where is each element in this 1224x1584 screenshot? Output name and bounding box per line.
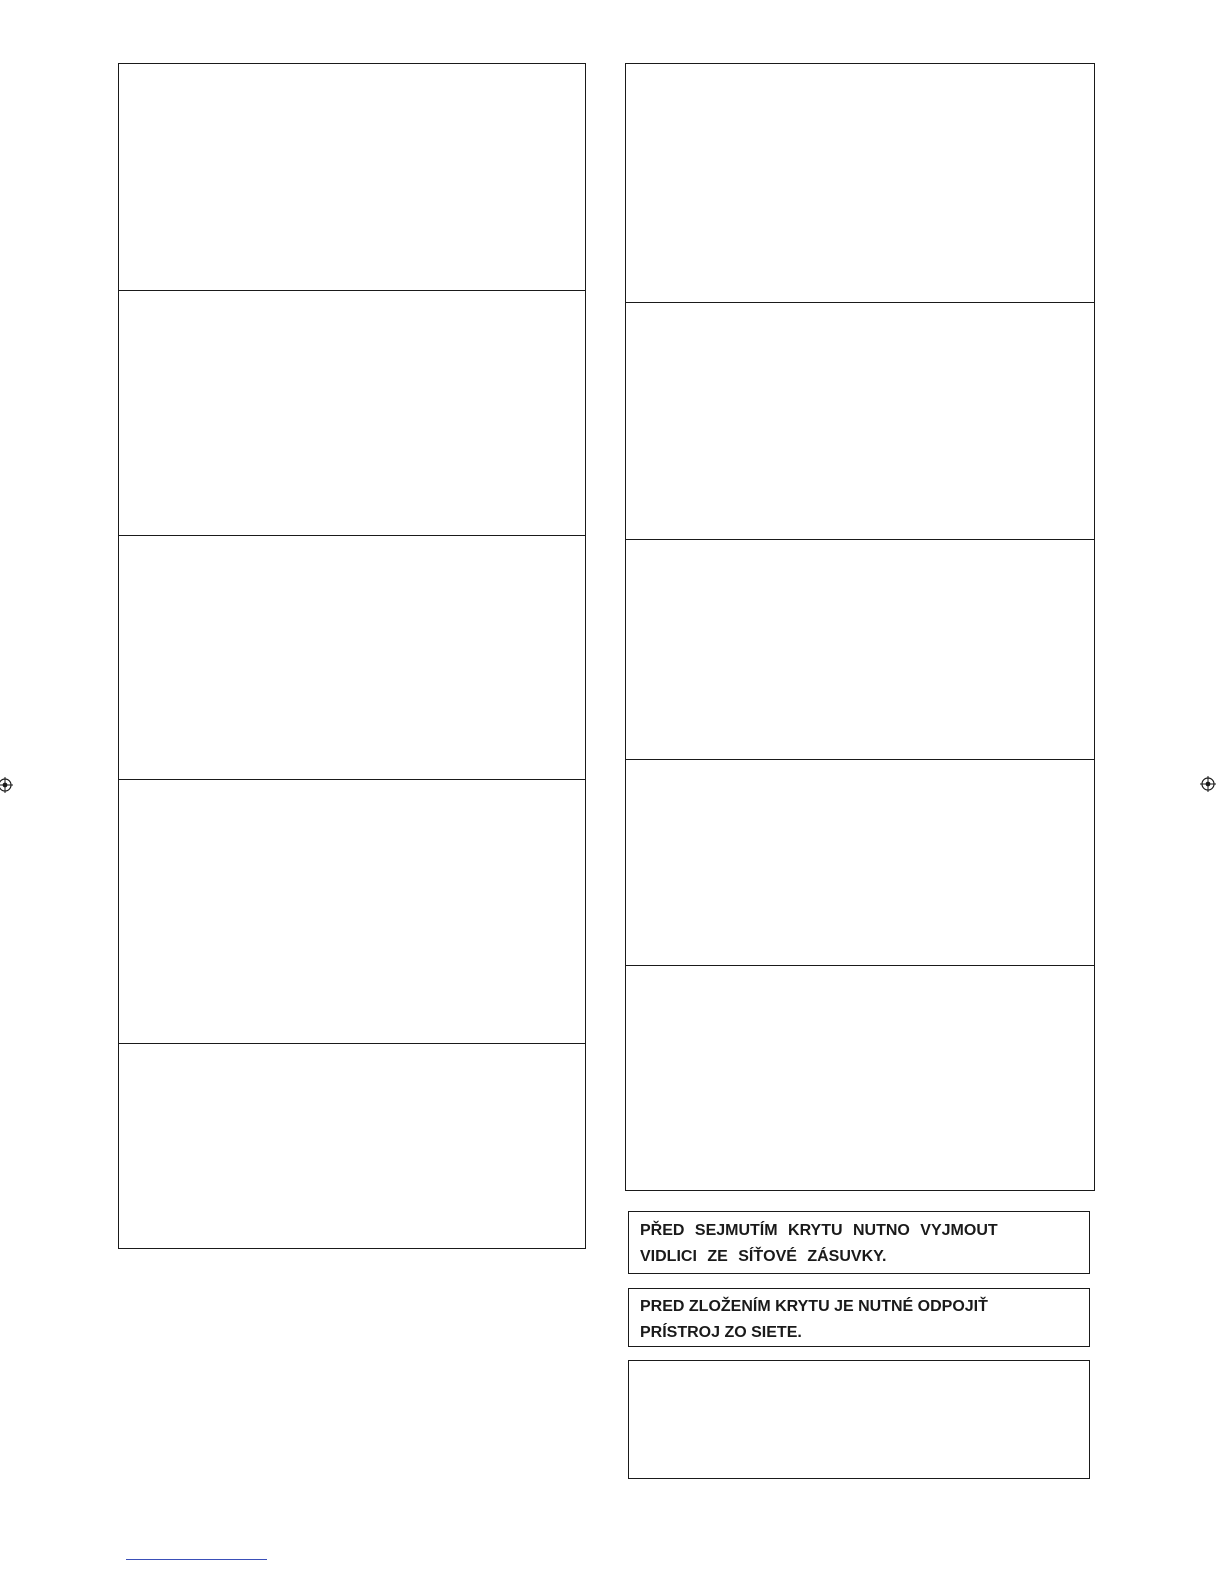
- blank-notice-box: [628, 1360, 1090, 1479]
- slovak-notice-line-2: PRÍSTROJ ZO SIETE.: [640, 1324, 802, 1341]
- slovak-notice-line-1: PRED ZLOŽENÍM KRYTU JE NUTNÉ ODPOJIŤ: [640, 1298, 988, 1315]
- slovak-safety-notice: [628, 1288, 1090, 1347]
- footer-rule: [126, 1559, 267, 1560]
- right-panel-4: [626, 760, 1094, 966]
- czech-safety-notice: [628, 1211, 1090, 1274]
- left-panel-3: [119, 535, 585, 779]
- right-panel-1: [626, 64, 1094, 303]
- left-column-frame: [118, 63, 586, 1249]
- right-column-frame: [625, 63, 1095, 1191]
- left-panel-5: [119, 1043, 585, 1248]
- czech-notice-line-2: VIDLICI ZE SÍŤOVÉ ZÁSUVKY.: [640, 1248, 887, 1265]
- registration-crosshair-icon: [1200, 776, 1216, 792]
- right-panel-3: [626, 540, 1094, 760]
- czech-notice-line-1: PŘED SEJMUTÍM KRYTU NUTNO VYJMOUT: [640, 1222, 998, 1239]
- registration-crosshair-icon: [0, 777, 13, 793]
- right-panel-5: [626, 966, 1094, 1190]
- right-panel-2: [626, 303, 1094, 540]
- left-panel-4: [119, 779, 585, 1043]
- left-panel-2: [119, 291, 585, 535]
- left-panel-1: [119, 64, 585, 291]
